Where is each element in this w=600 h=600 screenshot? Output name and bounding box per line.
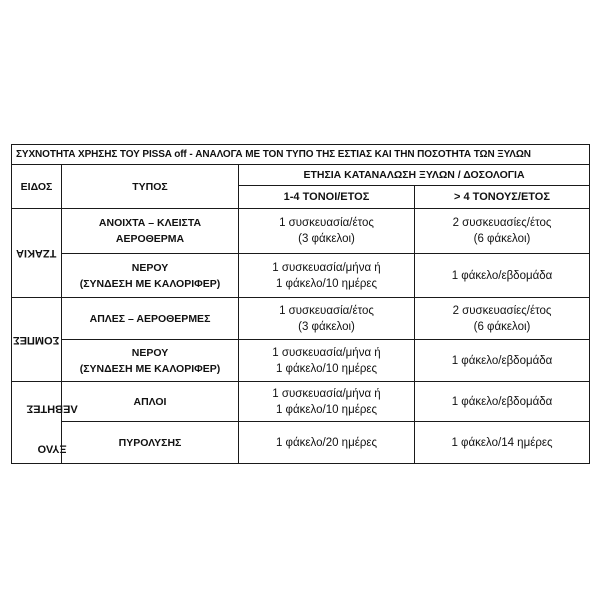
dosage-1-4-tons-cell (239, 382, 415, 422)
dosage-line: 1 συσκευασία/έτος (279, 304, 374, 317)
dosage-1-4-tons-cell (239, 298, 415, 340)
type-cell (62, 340, 239, 382)
category-label (26, 382, 78, 462)
dosage-over-4-tons-cell (415, 340, 590, 382)
category-cell (12, 209, 62, 298)
category-cell (12, 382, 78, 464)
type-line: (ΣΥΝΔΕΣΗ ΜΕ ΚΑΛΟΡΙΦΕΡ) (79, 277, 221, 290)
type-line: ΑΠΛΟΙ (133, 395, 167, 408)
header-col2: > 4 ΤΟΝΟΥΣ/ΕΤΟΣ (415, 186, 590, 209)
header-type: ΤΥΠΟΣ (62, 165, 239, 209)
type-cell (62, 422, 239, 464)
header-consumption: ΕΤΗΣΙΑ ΚΑΤΑΝΑΛΩΣΗ ΞΥΛΩΝ / ΔΟΣΟΛΟΓΙΑ (239, 165, 590, 186)
dosage-1-4-tons-cell (239, 340, 415, 382)
dosage-1-4-tons-cell (239, 254, 415, 298)
dosage-over-4-tons-cell (415, 422, 590, 464)
category-line: ΞΥΛΟ (37, 442, 67, 455)
type-line: (ΣΥΝΔΕΣΗ ΜΕ ΚΑΛΟΡΙΦΕΡ) (79, 362, 221, 375)
type-line: ΑΠΛΕΣ – ΑΕΡΟΘΕΡΜΕΣ (89, 312, 211, 325)
type-line: ΑΝΟΙΧΤΑ – ΚΛΕΙΣΤΑ (98, 217, 202, 229)
dosage-line: (3 φάκελοι) (298, 233, 355, 245)
type-cell (62, 209, 239, 254)
dosage-line: (6 φάκελοι) (473, 320, 531, 333)
dosage-over-4-tons-cell (415, 209, 590, 254)
dosage-over-4-tons-cell (415, 254, 590, 298)
table-row (12, 382, 590, 422)
dosage-line: 1 φάκελο/14 ημέρες (451, 436, 553, 449)
category-label (13, 316, 60, 362)
category-line: ΤΖΑΚΙΑ (16, 247, 57, 259)
dosage-line: 1 συσκευασία/έτος (279, 217, 374, 229)
header-row (12, 165, 590, 186)
category-cell (12, 298, 62, 382)
dosage-line: 1 συσκευασία/μήνα ή (272, 261, 381, 274)
category-label (16, 233, 57, 273)
table-row (12, 422, 590, 464)
dosage-line: (6 φάκελοι) (473, 233, 531, 245)
type-line: ΠΥΡΟΛΥΣΗΣ (118, 436, 182, 449)
dosage-line: 1 φάκελο/20 ημέρες (275, 436, 378, 449)
dosage-over-4-tons-cell (415, 298, 590, 340)
table-title: ΣΥΧΝΟΤΗΤΑ ΧΡΗΣΗΣ ΤΟΥ PISSA off - ΑΝΑΛΟΓΑ ΜΕ ΤΟΝ ΤΥΠΟ ΤΗΣ ΕΣΤΙΑΣ ΚΑΙ ΤΗΝ ΠΟΣΟΤΗΤΑ ΤΩΝ ΞΥΛΩΝ (12, 145, 590, 165)
dosage-line: 1 φάκελο/εβδομάδα (451, 269, 553, 282)
type-cell (62, 254, 239, 298)
table-row (12, 254, 590, 298)
dosage-line: (3 φάκελοι) (298, 320, 355, 333)
category-line: ΛΕΒΗΤΕΣ (26, 402, 78, 415)
header-col1: 1-4 ΤΟΝΟΙ/ΕΤΟΣ (239, 186, 415, 209)
dosage-line: 1 φάκελο/εβδομάδα (451, 354, 553, 367)
type-cell (62, 298, 239, 340)
category-line: ΣΟΜΠΕΣ (13, 333, 60, 346)
table-row (12, 298, 590, 340)
dosage-table (11, 144, 590, 464)
type-line: ΝΕΡΟΥ (131, 346, 169, 359)
table-row (12, 340, 590, 382)
type-line: ΑΕΡΟΘΕΡΜΑ (115, 233, 185, 245)
dosage-table-container (11, 144, 589, 464)
type-cell (62, 382, 239, 422)
dosage-line: 1 φάκελο/10 ημέρες (275, 277, 378, 290)
dosage-line: 1 συσκευασία/μήνα ή (272, 387, 381, 400)
dosage-1-4-tons-cell (239, 422, 415, 464)
table-body (12, 209, 590, 464)
dosage-line: 1 συσκευασία/μήνα ή (272, 346, 381, 359)
dosage-line: 1 φάκελο/10 ημέρες (275, 362, 378, 375)
dosage-line: 2 συσκευασίες/έτος (452, 217, 552, 229)
dosage-1-4-tons-cell (239, 209, 415, 254)
dosage-line: 2 συσκευασίες/έτος (452, 304, 552, 317)
header-kind: ΕΙΔΟΣ (12, 165, 62, 209)
type-line: ΝΕΡΟΥ (131, 261, 169, 274)
dosage-line: 1 φάκελο/εβδομάδα (451, 395, 553, 408)
title-row (12, 145, 590, 165)
table-row (12, 209, 590, 254)
dosage-line: 1 φάκελο/10 ημέρες (275, 403, 378, 416)
dosage-over-4-tons-cell (415, 382, 590, 422)
